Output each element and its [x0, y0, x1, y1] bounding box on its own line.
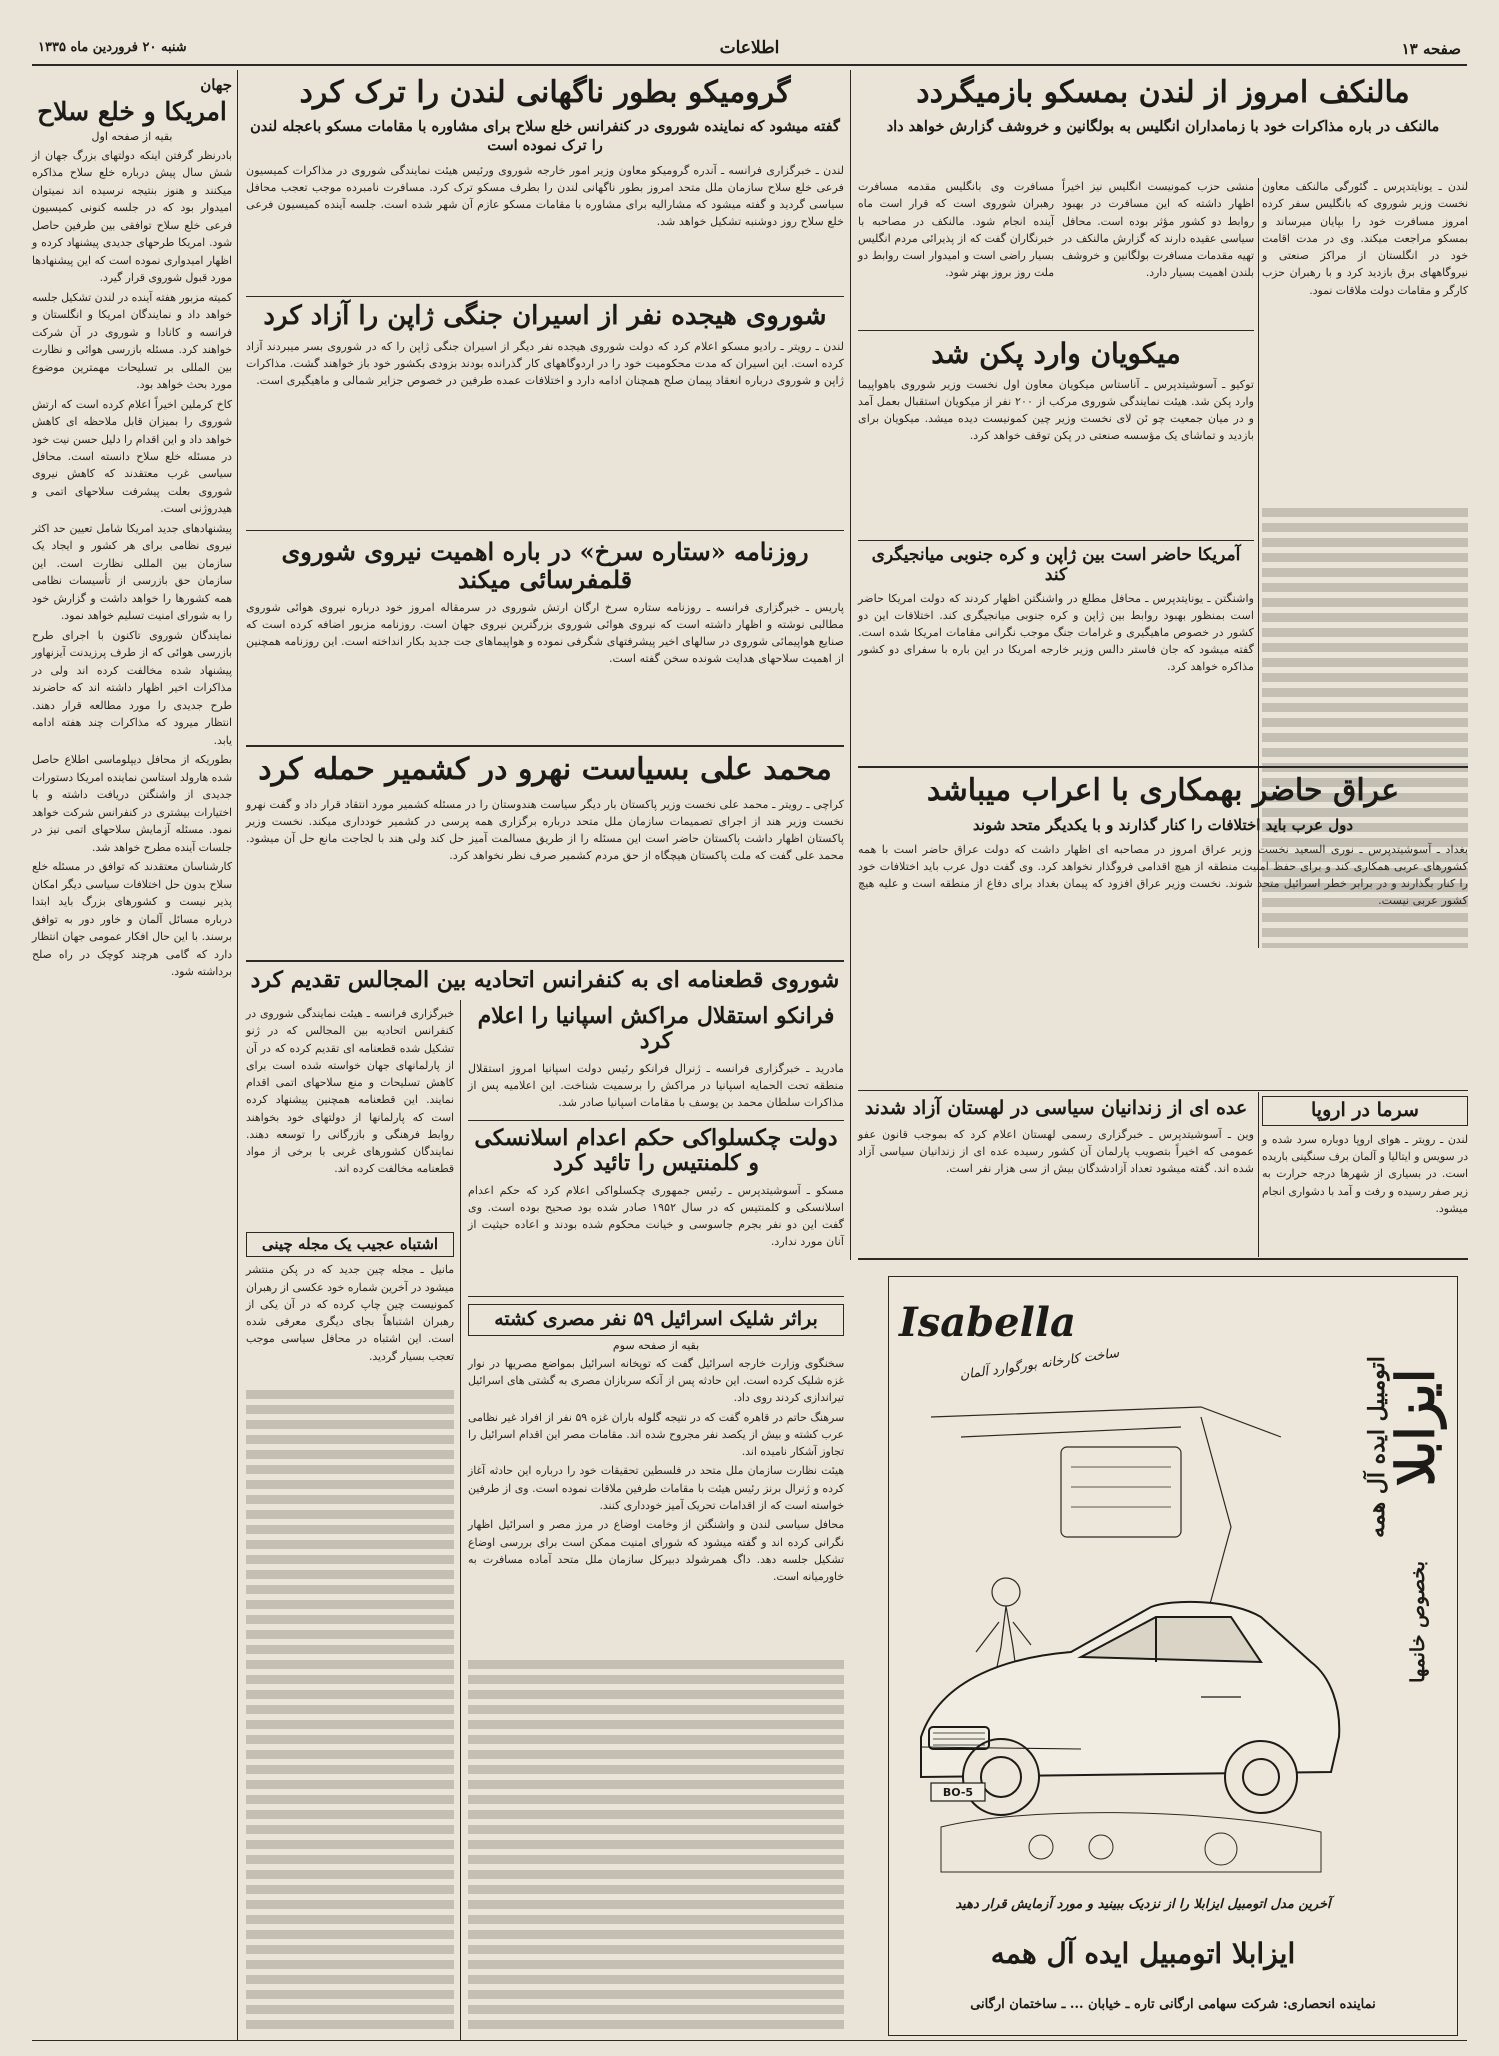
china-headline: اشتباه عجیب یک مجله چینی [246, 1232, 454, 1257]
israel-paragraph: هیئت نظارت سازمان ملل متحد در فلسطین تحقیقات خود را درباره این حادثه آغاز کرده و ژنرال برنز رئیس هیئت با مقامات طرفین ملاقات نموده است. وی از طرفین خواسته است که از اقدامات تحریک آمیز خودداری کنند. [468, 1464, 844, 1512]
gromyko-article [246, 76, 844, 230]
world-paragraph: پیشنهادهای جدید امریکا شامل تعیین حد اکثر نیروی نظامی برای هر کشور و ایجاد یک سازمان بین المللی نظارت است. این سازمان حق بازرسی از تأسیسات نظامی همه کشورها را خواهد داشت و گزارش خود را به شورای امنیت تسلیم خواهد نمود. [32, 521, 232, 623]
article-rule [246, 530, 844, 531]
malenkov-article [858, 76, 1468, 136]
article-rule [246, 296, 844, 297]
mohammadali-article [246, 753, 844, 864]
column-divider [237, 70, 238, 2040]
czech-headline: دولت چکسلواکی حکم اعدام اسلانسکی و کلمنتیس را تائید کرد [474, 1125, 838, 1177]
world-headline: امریکا و خلع سلاح [37, 97, 227, 126]
article-rule [246, 745, 844, 747]
israel-paragraph: سرهنگ حاتم در قاهره گفت که در نتیجه گلوله باران غزه ۵۹ نفر از افراد غیر نظامی عرب کشته و بیش از یکصد نفر مجروح شده اند. مقامات مصر این اقدام اسرائیل را تجاوز آشکار نامیده اند. [468, 1410, 844, 1459]
malenkov-body: مسافرت وی بانگلیس مقدمه مسافرت رهبران شوروی است که قرار است ماه آینده انجام شود. مالنکف در مصاحبه با خبرنگاران گفت که از پذیرائی مردم انگلیس بسیار راضی است و امیدوار است روابط دو ملت روز بروز بهتر شود. [858, 180, 1054, 280]
masthead-rule [32, 64, 1467, 66]
world-column [32, 76, 232, 983]
column-divider [850, 70, 851, 1260]
malenkov-column [858, 178, 1054, 282]
continued-note: بقیه از صفحه سوم [612, 1338, 700, 1352]
ad-tagline2-wrap [1393, 1557, 1443, 1687]
ipu-headline-wrap [246, 968, 844, 993]
ipu-body: خبرگزاری فرانسه ـ هیئت نمایندگی شوروی در کنفرانس اتحادیه بین المجالس که در ژنو تشکیل شده قطعنامه ای تقدیم کرده که در آن از پارلمانهای جهان خواسته شده است برای کاهش تسلیحات و منع سلاحهای اتمی اقدام نمایند. این قطعنامه همچنین پیشنهاد کرده است که پارلمانها از دولتهای خود بخواهند روابط فرهنگی و بازرگانی را توسعه دهند. نمایندگان کشورهای غربی با برخی از مواد قطعنامه مخالفت کرده اند. [246, 1007, 454, 1176]
malenkov-headline: مالنکف امروز از لندن بمسکو بازمیگردد [916, 75, 1410, 110]
ad-cta: ایزابلا اتومبیل ایده آل همه [990, 1937, 1296, 1970]
iraq-headline: عراق حاضر بهمکاری با اعراب میباشد [926, 773, 1400, 808]
gromyko-subhead: گفته میشود که نماینده شوروی در کنفرانس خلع سلاح برای مشاوره با مقامات مسکو باعجله لندن را ترک نموده است [250, 117, 840, 155]
ipu-headline: شوروی قطعنامه ای به کنفرانس اتحادیه بین المجالس تقدیم کرد [250, 967, 840, 993]
column-divider [460, 1225, 461, 2040]
world-paragraph: نمایندگان شوروی تاکنون با اجرای طرح بازرسی هوائی که از طرف پرزیدنت آیزنهاور پیشنهاد شده مخالفت کرده اند ولی در مذاکرات اخیر اظهار داشته اند که حاضرند طرح جدیدی را مورد مطالعه قرار دهند. انتظار میرود که مذاکرات چند هفته ادامه یابد. [32, 628, 232, 747]
redstar-article [246, 538, 844, 667]
world-paragraph: کارشناسان معتقدند که توافق در مسئله خلع سلاح بدون حل اختلافات سیاسی دیگر امکان پذیر نیست و کشورهای بزرگ باید ابتدا درباره مسائل آلمان و خاور دور به توافق برسند. با این حال افکار عمومی جهان انتظار دارد که گامی هرچند کوچک در راه صلح برداشته شود. [32, 860, 232, 979]
iraq-body: بغداد ـ آسوشیتدپرس ـ نوری السعید نخست وزیر عراق امروز در مصاحبه ای اظهار داشت که دولت عراق حاضر است با همه کشورهای عربی همکاری کند و برای حفظ امنیت منطقه از هیچ اقدامی فروگذار نخواهد کرد. وی گفت دول عرب باید اختلافات خود را کنار بگذارند و در برابر خطر اسرائیل متحد شوند. نخست وزیر عراق افزود که پیمان بغداد برای دفاع از منطقه است و علیه هیچ کشور عربی نیست. [858, 842, 1468, 907]
article-rule [858, 766, 1468, 768]
article-rule [246, 960, 844, 962]
article-rule [858, 1090, 1468, 1091]
mikoyan-article [858, 338, 1254, 444]
franco-body: مادرید ـ خبرگزاری فرانسه ـ ژنرال فرانکو رئیس دولت اسپانیا امروز استقلال منطقه تحت الحمایه اسپانیا در مراکش را برسمیت شناخت. این اعلامیه پس از مذاکرات سلطان محمد بن یوسف با مقامات اسپانیا صادر شد. [468, 1061, 844, 1109]
ad-sub: ساخت کارخانه بورگوارد آلمان [958, 1345, 1121, 1384]
china-article [246, 1232, 454, 1365]
franco-headline: فرانکو استقلال مراکش اسپانیا را اعلام کرد [477, 1003, 835, 1055]
japan-article [246, 302, 844, 389]
page-number: صفحه ۱۳ [1401, 40, 1461, 58]
ad-brand-fa: ایزابلا [1385, 1368, 1447, 1486]
japan-headline: شوروی هیجده نفر از اسیران جنگی ژاپن را آزاد کرد [263, 301, 827, 331]
poland-article [858, 1098, 1254, 1177]
section-label: جهان [200, 76, 232, 94]
israel-headline: براثر شلیک اسرائیل ۵۹ نفر مصری کشته [468, 1304, 844, 1336]
world-body [32, 147, 232, 981]
malenkov-body: منشی حزب کمونیست انگلیس نیز اخیراً اظهار داشته که این مسافرت در بهبود روابط دو کشور مؤثر بوده است. محافل سیاسی عقیده دارند که گزارش مالنکف در تهیه مقدمات مسافرت بولگانین و خروشف بلندن اهمیت بسیار دارد. [1062, 180, 1254, 280]
ad-brand-latin: Isabella [899, 1299, 1076, 1346]
czech-body: مسکو ـ آسوشیتدپرس ـ رئیس جمهوری چکسلواکی اعلام کرد که حکم اعدام اسلانسکی و کلمنتیس که در سال ۱۹۵۲ صادر شده بود صحیح بوده است. وی گفت این دو نفر بجرم جاسوسی و خیانت محکوم شده بودند و اعاده حیثیت از آنان مورد ندارد. [468, 1183, 844, 1248]
czech-article [468, 1126, 844, 1250]
ad-tagline2: بخصوص خانمها [1406, 1561, 1429, 1683]
mikoyan-body: توکیو ـ آسوشیتدپرس ـ آناستاس میکویان معاون اول نخست وزیر شوروی باهواپیما وارد پکن شد. هیئت نمایندگی شوروی مرکب از ۲۰۰ نفر از میکویان استقبال بعمل آمد و در میان جمعیت چو ئن لای نخست وزیر چین کمونیست دیده میشد. میکویان برای بازدید و تماشای یک مؤسسه صنعتی در پکن توقف خواهد کرد. [858, 378, 1254, 443]
europe-article [1262, 1096, 1468, 1217]
china-body: مانیل ـ مجله چین جدید که در پکن منتشر میشود در آخرین شماره خود عکسی از رهبران کمونیست چین چاپ کرده که در آن یکی از رهبران اشتباهاً بجای دیگری معرفی شده است. این اشتباه در محافل سیاسی موجب تعجب بسیار گردید. [246, 1263, 454, 1363]
america-body: واشنگتن ـ یونایتدپرس ـ محافل مطلع در واشنگتن اظهار کردند که دولت امریکا حاضر است بمنظور بهبود روابط بین ژاپن و کره جنوبی میانجیگری کند. اختلافات این دو کشور در خصوص ماهیگیری و غرامات جنگ موجب نگرانی مقامات امریکا شده است. گفته میشود که جان فاستر دالس وزیر خارجه امریکا در این باره با سفرای دو کشور مذاکره خواهد کرد. [858, 592, 1254, 674]
article-rule [468, 1296, 844, 1297]
europe-body: لندن ـ رویتر ـ هوای اروپا دوباره سرد شده و در سویس و ایتالیا و آلمان برف سنگینی باریده است. در بسیاری از شهرها درجه حرارت به زیر صفر رسیده و رفت و آمد با دشواری انجام میشود. [1262, 1132, 1468, 1215]
ad-caption: آخرین مدل اتومبیل ایزابلا را از نزدیک ببینید و مورد آزمایش قرار دهید [955, 1897, 1331, 1912]
car-illustration [901, 1377, 1351, 1877]
ipu-article [246, 1005, 454, 1178]
china-continued-text [246, 1390, 454, 2035]
israel-paragraph: سخنگوی وزارت خارجه اسرائیل گفت که توپخانه اسرائیل بمواضع مصریها در نوار غزه شلیک کرده است. این حادثه پس از آنکه سربازان مصری به گشتی های اسرائیل تیراندازی کردند روی داد. [468, 1356, 844, 1405]
poland-headline: عده ای از زندانیان سیاسی در لهستان آزاد شدند [864, 1097, 1248, 1119]
article-rule [858, 1258, 1468, 1260]
world-paragraph: بطوریکه از محافل دیپلوماسی اطلاع حاصل شده هارولد استاسن نماینده امریکا دستورات جدیدی از واشنگتن دریافت داشته و با اختیارات بیشتری در کنفرانس شرکت خواهد نمود. مسئله آزمایش سلاحهای اتمی نیز در جلسات آینده مطرح خواهد شد. [32, 753, 232, 854]
ad-tagline-wrap [1357, 1327, 1397, 1567]
paper-name: اطلاعات [719, 38, 780, 58]
world-paragraph: بادرنظر گرفتن اینکه دولتهای بزرگ جهان از شش سال پیش درباره خلع سلاح مذاکره میکنند و هنوز بنتیجه نرسیده اند نمیتوان امیدوار بود که در جلسه کنونی کمیسیون فرعی خلع سلاح توافقی بین طرفین حاصل شود. امریکا طرحهای جدیدی پیشنهاد کرده و اظهار امیدواری نموده است که این پیشنهادها مورد قبول شوروی قرار گیرد. [32, 148, 232, 285]
israel-paragraph: محافل سیاسی لندن و واشنگتن از وخامت اوضاع در مرز مصر و اسرائیل اظهار نگرانی کرده اند و گفته میشود که شورای امنیت ممکن است برای بررسی اوضاع تشکیل جلسه دهد. داگ همرشولد دبیرکل سازمان ملل متحد آماده مسافرت به خاورمیانه است. [468, 1518, 844, 1584]
date-line: شنبه ۲۰ فروردین ماه ۱۳۳۵ [38, 40, 187, 55]
ad-tagline: اتومبیل ایده آل همه [1363, 1356, 1390, 1538]
column-divider [460, 1000, 461, 1225]
iraq-subhead: دول عرب باید اختلافات را کنار گذارند و با یکدیگر متحد شوند [972, 815, 1354, 834]
gromyko-body: لندن ـ خبرگزاری فرانسه ـ آندره گرومیکو معاون وزیر امور خارجه شوروی ورئیس هیئت نمایندگی شوروی در مذاکرات کمیسیون فرعی خلع سلاح سازمان ملل متحد امروز بطور ناگهانی لندن را بطرف مسکو ترک کرد. مسافرت نامبرده موجب تعجب محافل سیاسی گردید و گفته میشود که مشارالیه برای مشاوره با مقامات مسکو عازم آن شهر شده است. جلسه آینده کمیسیون فرعی خلع سلاح روز دوشنبه تشکیل خواهد شد. [246, 163, 844, 228]
iraq-article [858, 774, 1468, 909]
israel-body [468, 1355, 844, 1585]
world-paragraph: کاخ کرملین اخیراً اعلام کرده است که ارتش شوروی را بمیزان قابل ملاحظه ای کاهش خواهد داد و این اقدام را دلیل حسن نیت خود در مسئله خلع سلاح دانسته است. محافل سیاسی غرب معتقدند که کاهش نیروی شوروی بعلت پیشرفت سلاحهای اتمی و هیدروژنی است. [32, 397, 232, 516]
bottom-rule [32, 2040, 1467, 2041]
mikoyan-headline: میکویان وارد پکن شد [931, 337, 1181, 370]
redstar-headline: روزنامه «ستاره سرخ» در باره اهمیت نیروی شوروی قلمفرسائی میکند [281, 537, 809, 594]
world-paragraph: کمیته مزبور هفته آینده در لندن تشکیل جلسه خواهد داد و نمایندگان امریکا و انگلستان و فرانسه و کانادا و شوروی در آن شرکت خواهند کرد. مسئله بازرسی هوائی و نظارت بین المللی بر تسلیحات مهمترین موضوع مورد بحث خواهد بود. [32, 290, 232, 392]
mohammadali-body: کراچی ـ رویتر ـ محمد علی نخست وزیر پاکستان بار دیگر سیاست هندوستان را در مسئله کشمیر مورد انتقاد قرار داد و گفت نهرو نخست وزیر هند از اجرای تصمیمات سازمان ملل متحد درباره برگزاری همه پرسی در کشمیر خودداری میکند. نخست وزیر پاکستان اظهار داشت پاکستان حاضر است این مسئله را از طریق مسالمت آمیز حل کند ولی هند با لجاجت مانع حل آن میشود. محمد علی گفت که ملت پاکستان هیچگاه از حق مردم کشمیر صرف نظر نخواهد کرد. [246, 797, 844, 862]
malenkov-subhead: مالنکف در باره مذاکرات خود با زمامداران انگلیس به بولگانین و خروشف گزارش خواهد داد [886, 117, 1440, 135]
malenkov-column [1062, 178, 1254, 282]
america-article [858, 546, 1254, 675]
malenkov-column [1262, 178, 1468, 299]
redstar-body: پاریس ـ خبرگزاری فرانسه ـ روزنامه ستاره سرخ ارگان ارتش شوروی در سرمقاله امروز خود درباره نیروی هوائی شوروی مطالبی نوشته و اظهار داشته است که نیروی هوائی شوروی بزرگترین نیروی جهان است. روزنامه مزبور اضافه کرده است که صنایع هواپیمائی شوروی در سالهای اخیر پیشرفتهای شگرفی نموده و هواپیماهای جت جدید بکار انداخته است. این روزنامه همچنین از اهمیت سلاحهای هدایت شونده سخن گفته است. [246, 601, 844, 666]
israel-article [468, 1304, 844, 1587]
franco-article [468, 1004, 844, 1111]
malenkov-body: لندن ـ یونایتدپرس ـ گئورگی مالنکف معاون نخست وزیر شوروی که بانگلیس سفر کرده امروز مسافرت خود را بپایان میرساند و بمسکو مراجعت میکند. وی در مدت اقامت خود در انگلستان از مراکز صنعتی و نیروگاههای برق بازدید کرد و با رهبران حزب کارگر و مقامات دولت ملاقات نمود. [1262, 180, 1468, 297]
america-headline: آمریکا حاضر است بین ژاپن و کره جنوبی میانجیگری کند [871, 545, 1241, 585]
isabella-ad [888, 1276, 1458, 2036]
mohammadali-headline: محمد علی بسیاست نهرو در کشمیر حمله کرد [258, 752, 832, 787]
japan-body: لندن ـ رویتر ـ رادیو مسکو اعلام کرد که دولت شوروی هیجده نفر دیگر از اسیران جنگی ژاپن را که در شوروی بسر میبردند آزاد کرده است. این اسیران که مدت محکومیت خود را در اردوگاههای کار گذرانده بودند بزودی بکشور خود باز خواهند گشت. مذاکرات ژاپن و شوروی درباره انعقاد پیمان صلح همچنان ادامه دارد و اختلافات عمده طرفین در خصوص جزایر شمالی و ماهیگیری است. [246, 339, 844, 387]
article-rule [858, 540, 1254, 541]
israel-continued-text [468, 1660, 844, 2035]
gromyko-headline: گرومیکو بطور ناگهانی لندن را ترک کرد [299, 75, 791, 110]
poland-body: وین ـ آسوشیتدپرس ـ خبرگزاری رسمی لهستان اعلام کرد که بموجب قانون عفو عمومی که اخیراً بتصویب پارلمان آن کشور رسیده عده ای از زندانیان سیاسی آزاد شده اند. گفته میشود تعداد آزادشدگان بیش از سی هزار نفر است. [858, 1127, 1254, 1175]
license-plate: BO-5 [942, 1786, 974, 1799]
europe-headline: سرما در اروپا [1262, 1096, 1468, 1126]
column-divider [1258, 1092, 1259, 1257]
article-rule [468, 1120, 844, 1121]
continued-note: بقیه از صفحه اول [91, 129, 173, 143]
ad-agent: نماینده انحصاری: شرکت سهامی ارگانی تاره ـ خیابان ... ـ ساختمان ارگانی [970, 1997, 1376, 2012]
article-rule [858, 330, 1254, 331]
